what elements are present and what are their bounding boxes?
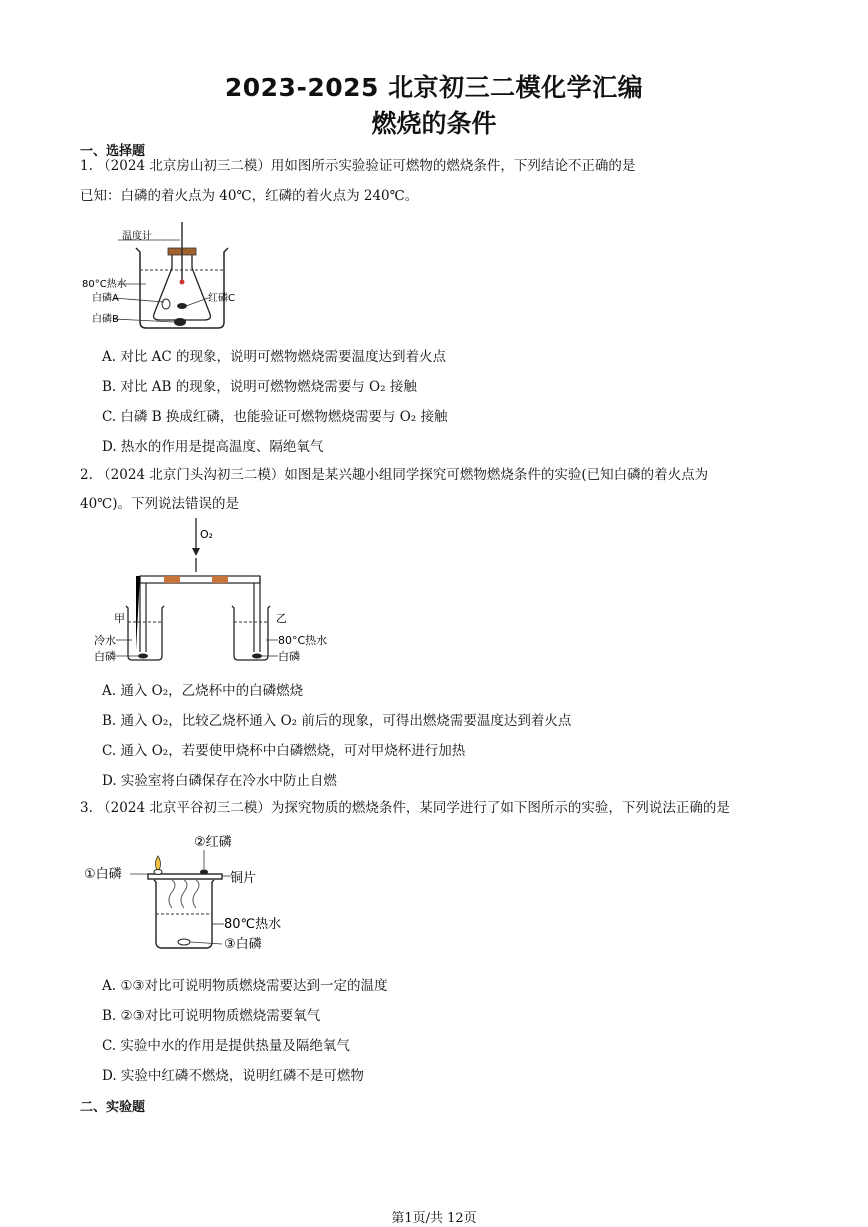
q3-label-hot-water: 80℃热水 <box>224 917 282 932</box>
document-subtitle: 燃烧的条件 <box>371 109 497 138</box>
section-heading-choice: 一、选择题 <box>80 144 146 159</box>
q1-label-white-b: 白磷B <box>92 314 119 325</box>
q1-option-d: D. 热水的作用是提高温度、隔绝氧气 <box>102 439 324 455</box>
q1-figure-beaker <box>80 218 260 336</box>
q2-label-white-p1: 白磷 <box>94 650 116 663</box>
q1-known: 已知：白磷的着火点为 40℃，红磷的着火点为 240℃。 <box>80 188 419 204</box>
q2-label-yi: 乙 <box>276 612 287 625</box>
q1-label-hot-water: 80°C热水 <box>82 279 127 290</box>
document-title: 2023-2025 北京初三二模化学汇编 <box>224 73 644 102</box>
q3-label-copper: 铜片 <box>230 871 257 886</box>
q3-stem: 3. （2024 北京平谷初三二模）为探究物质的燃烧条件，某同学进行了如下图所示的实验，下列说法正确的是 <box>80 800 730 816</box>
q1-label-white-a: 白磷A <box>92 293 119 304</box>
q3-option-a: A. ①③对比可说明物质燃烧需要达到一定的温度 <box>102 978 388 994</box>
q2-label-hot-water: 80°C热水 <box>278 634 328 647</box>
q1-option-b: B. 对比 AB 的现象，说明可燃物燃烧需要与 O₂ 接触 <box>102 379 417 395</box>
q3-figure-copper-plate <box>80 828 300 958</box>
q2-option-a: A. 通入 O₂，乙烧杯中的白磷燃烧 <box>102 683 304 699</box>
q3-label-white-p3: ③白磷 <box>224 937 262 952</box>
q2-label-o2: O₂ <box>200 528 214 541</box>
q3-option-b: B. ②③对比可说明物质燃烧需要氧气 <box>102 1008 321 1024</box>
q3-label-red-p: ②红磷 <box>194 835 232 850</box>
q3-option-c: C. 实验中水的作用是提供热量及隔绝氧气 <box>102 1038 350 1054</box>
q1-option-c: C. 白磷 B 换成红磷，也能验证可燃物燃烧需要与 O₂ 接触 <box>102 409 448 425</box>
q2-stem: 2. （2024 北京门头沟初三二模）如图是某兴趣小组同学探究可燃物燃烧条件的实验(已知白磷的着火点为 <box>80 467 709 483</box>
q2-label-jia: 甲 <box>114 612 125 625</box>
q3-option-d: D. 实验中红磷不燃烧，说明红磷不是可燃物 <box>102 1068 364 1084</box>
q2-option-d: D. 实验室将白磷保存在冷水中防止自燃 <box>102 773 337 789</box>
q1-stem: 1. （2024 北京房山初三二模）用如图所示实验验证可燃物的燃烧条件，下列结论不正确的是 <box>80 158 636 174</box>
q1-option-a: A. 对比 AC 的现象，说明可燃物燃烧需要温度达到着火点 <box>102 349 446 365</box>
q1-label-thermometer: 温度计 <box>122 231 152 242</box>
q3-label-white-p1: ①白磷 <box>84 867 122 882</box>
q2-label-white-p2: 白磷 <box>278 650 300 663</box>
section-heading-experiment: 二、实验题 <box>80 1100 146 1115</box>
q2-label-cold-water: 冷水 <box>94 634 116 647</box>
page-footer: 第1页/共 12页 <box>391 1211 477 1226</box>
q2-option-c: C. 通入 O₂，若要使甲烧杯中白磷燃烧，可对甲烧杯进行加热 <box>102 743 466 759</box>
q2-figure-apparatus <box>80 510 350 670</box>
q2-stem-cont: 40℃)。下列说法错误的是 <box>80 496 240 512</box>
q1-label-red-c: 红磷C <box>208 293 235 304</box>
q2-option-b: B. 通入 O₂，比较乙烧杯通入 O₂ 前后的现象，可得出燃烧需要温度达到着火点 <box>102 713 572 729</box>
